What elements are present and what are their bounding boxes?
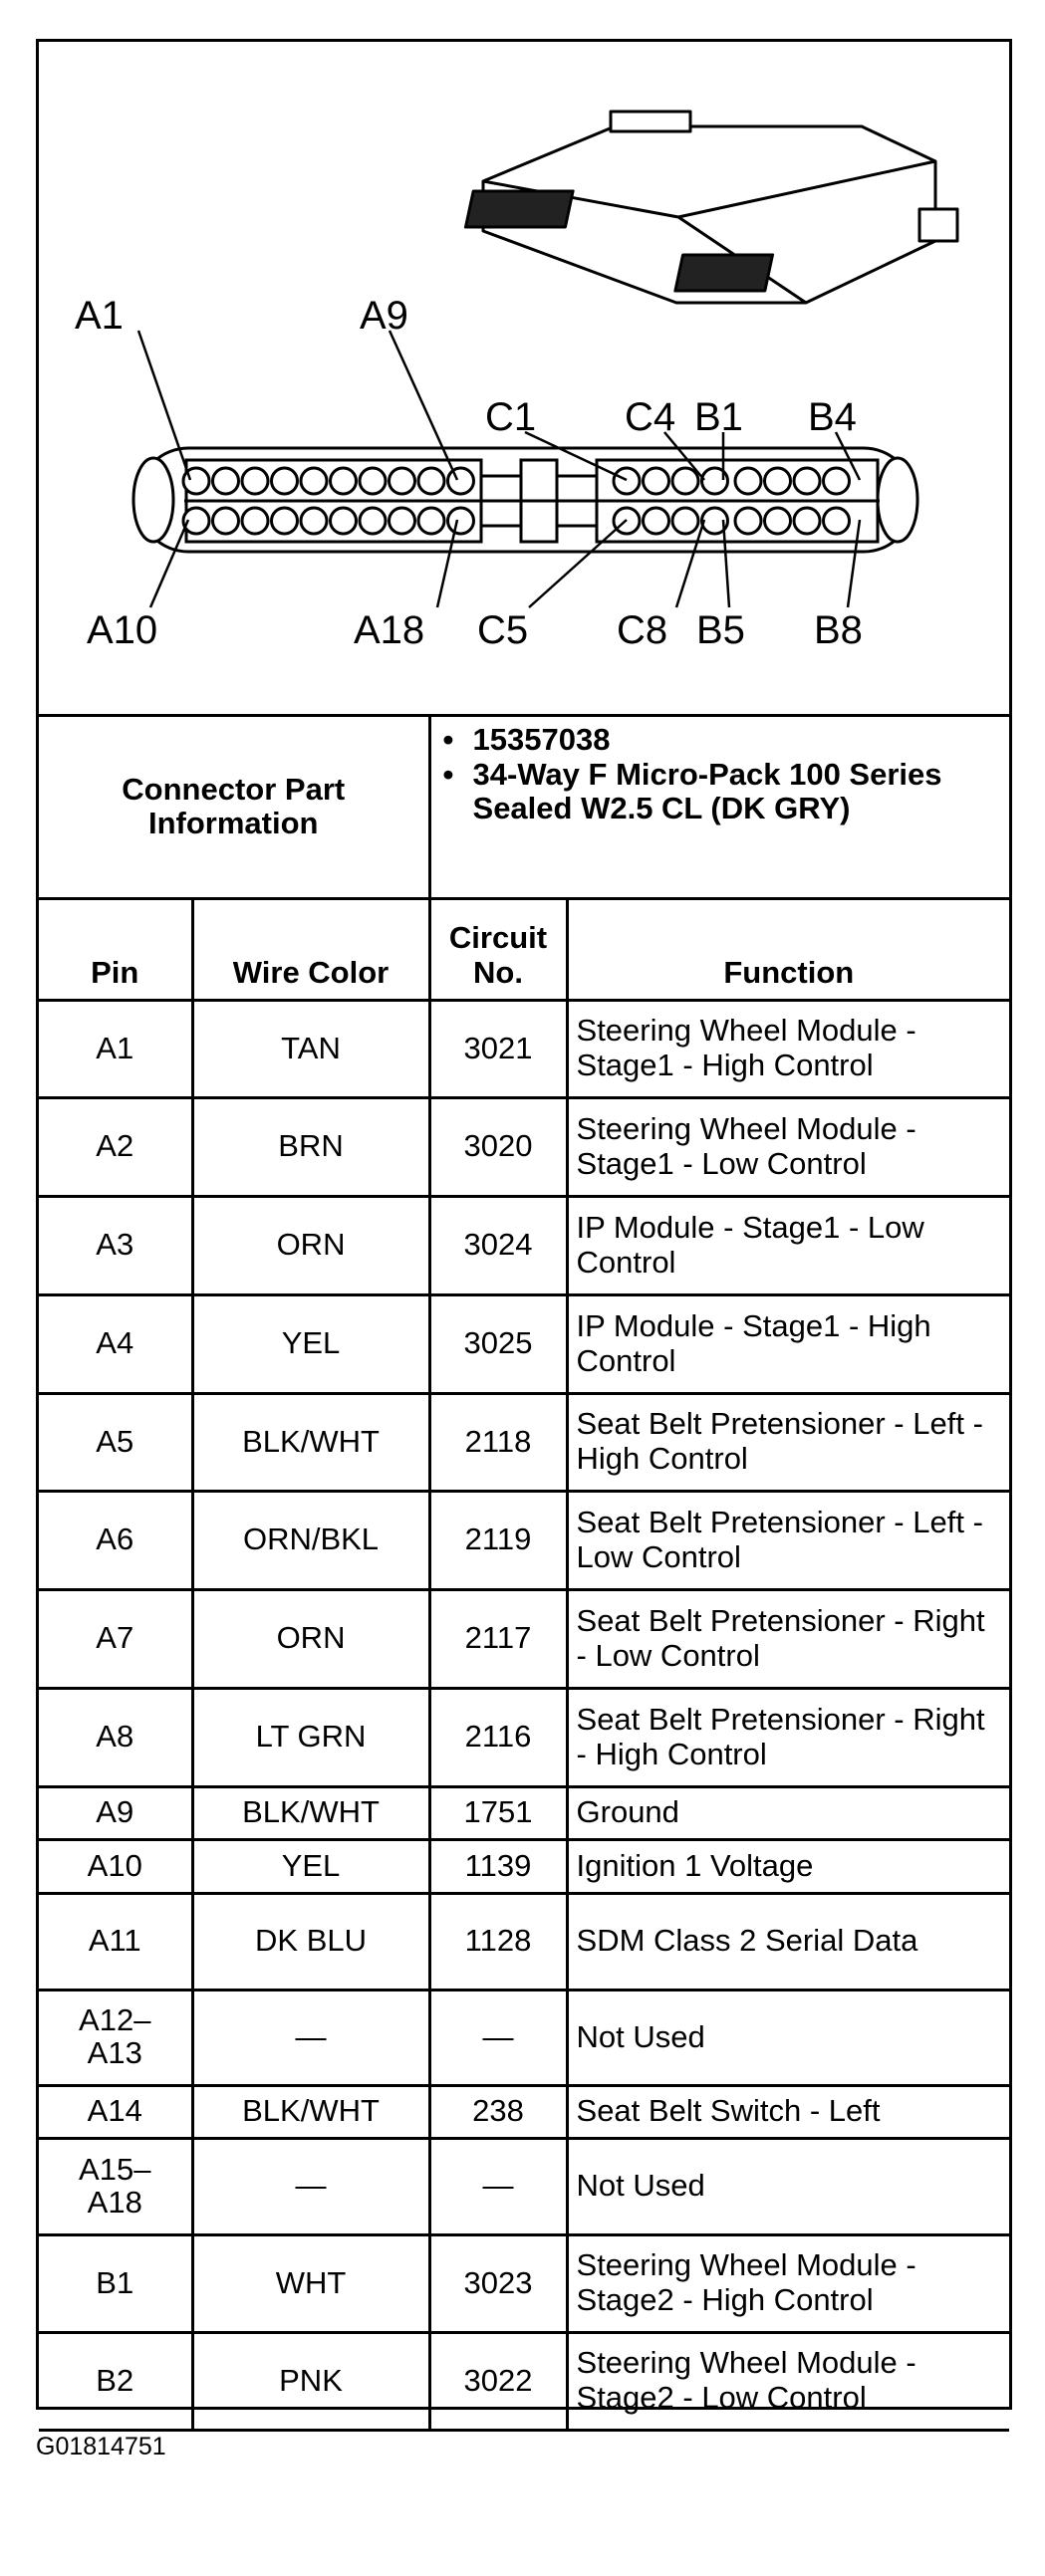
label-c1: C1 bbox=[485, 395, 537, 439]
wire-color-cell: BRN bbox=[192, 1097, 429, 1196]
circuit-cell: 2119 bbox=[429, 1491, 567, 1589]
connector-info-list bbox=[429, 717, 1009, 898]
pin-cell: A8 bbox=[39, 1688, 192, 1786]
table-row bbox=[39, 2332, 1009, 2430]
label-c5: C5 bbox=[477, 608, 529, 652]
circuit-cell: 1128 bbox=[429, 1893, 567, 1990]
pin-hole bbox=[301, 508, 327, 534]
pin-cell: A15–A18 bbox=[39, 2138, 192, 2234]
wire-color-cell: DK BLU bbox=[192, 1893, 429, 1990]
pin-hole bbox=[794, 508, 820, 534]
pin-cell: A11 bbox=[39, 1893, 192, 1990]
circuit-cell: 3024 bbox=[429, 1196, 567, 1294]
pin-hole bbox=[213, 508, 239, 534]
label-b5: B5 bbox=[696, 608, 745, 652]
circuit-cell: 2118 bbox=[429, 1393, 567, 1491]
function-cell: Seat Belt Switch - Left bbox=[567, 2085, 1009, 2138]
circuit-cell: 1751 bbox=[429, 1786, 567, 1839]
pin-cell: A14 bbox=[39, 2085, 192, 2138]
function-cell: Steering Wheel Module - Stage1 - High Control bbox=[567, 1000, 1009, 1097]
circuit-cell: 238 bbox=[429, 2085, 567, 2138]
pin-hole bbox=[242, 508, 268, 534]
wire-color-cell: ORN/BKL bbox=[192, 1491, 429, 1589]
function-cell: Seat Belt Pretensioner - Left - High Control bbox=[567, 1393, 1009, 1491]
wire-color-cell: BLK/WHT bbox=[192, 1393, 429, 1491]
connector-sheet bbox=[36, 39, 1012, 2415]
circuit-cell: 3021 bbox=[429, 1000, 567, 1097]
wire-color-cell: ORN bbox=[192, 1196, 429, 1294]
circuit-cell: 3020 bbox=[429, 1097, 567, 1196]
circuit-cell: 3025 bbox=[429, 1294, 567, 1393]
pin-hole bbox=[672, 468, 698, 494]
label-b4: B4 bbox=[808, 395, 857, 439]
label-c8: C8 bbox=[617, 608, 668, 652]
connector-drawing bbox=[39, 42, 1009, 714]
wire-color-cell: YEL bbox=[192, 1839, 429, 1893]
function-cell: Not Used bbox=[567, 1990, 1009, 2085]
header-row bbox=[39, 898, 1009, 1000]
table-row bbox=[39, 1786, 1009, 1839]
pin-cell: A9 bbox=[39, 1786, 192, 1839]
pin-hole bbox=[418, 508, 444, 534]
pin-hole bbox=[213, 468, 239, 494]
pin-cell: A6 bbox=[39, 1491, 192, 1589]
pin-cell: A3 bbox=[39, 1196, 192, 1294]
circuit-cell: 2117 bbox=[429, 1589, 567, 1688]
pin-hole bbox=[360, 508, 386, 534]
header-pin: Pin bbox=[39, 898, 192, 1000]
function-cell: Seat Belt Pretensioner - Right - Low Control bbox=[567, 1589, 1009, 1688]
pin-cell: A12–A13 bbox=[39, 1990, 192, 2085]
pin-cell: B2 bbox=[39, 2332, 192, 2430]
wire-color-cell: BLK/WHT bbox=[192, 2085, 429, 2138]
connector-diagram bbox=[39, 42, 1009, 717]
table-row bbox=[39, 1491, 1009, 1589]
function-cell: Ground bbox=[567, 1786, 1009, 1839]
wire-color-cell: PNK bbox=[192, 2332, 429, 2430]
header-wire-color: Wire Color bbox=[192, 898, 429, 1000]
label-b1: B1 bbox=[694, 395, 743, 439]
pin-cell: A10 bbox=[39, 1839, 192, 1893]
function-cell: Steering Wheel Module - Stage2 - Low Control bbox=[567, 2332, 1009, 2430]
pin-hole bbox=[272, 508, 298, 534]
pin-cell: A2 bbox=[39, 1097, 192, 1196]
header-circuit-no: Circuit No. bbox=[429, 898, 567, 1000]
pin-hole bbox=[272, 468, 298, 494]
pinout-table bbox=[39, 717, 1009, 2432]
pin-hole bbox=[765, 508, 791, 534]
connector-part-number: • 15357038 bbox=[439, 723, 1002, 758]
connector-description: • 34-Way F Micro-Pack 100 Series Sealed W2.5 CL (DK GRY) bbox=[439, 758, 1002, 826]
circuit-cell: 2116 bbox=[429, 1688, 567, 1786]
table-row bbox=[39, 2138, 1009, 2234]
wire-color-cell: — bbox=[192, 2138, 429, 2234]
function-cell: Steering Wheel Module - Stage1 - Low Control bbox=[567, 1097, 1009, 1196]
function-cell: Steering Wheel Module - Stage2 - High Control bbox=[567, 2234, 1009, 2332]
wire-color-cell: BLK/WHT bbox=[192, 1786, 429, 1839]
pin-hole bbox=[765, 468, 791, 494]
table-row bbox=[39, 2085, 1009, 2138]
table-row bbox=[39, 1393, 1009, 1491]
circuit-cell: — bbox=[429, 2138, 567, 2234]
pin-hole bbox=[242, 468, 268, 494]
function-cell: IP Module - Stage1 - Low Control bbox=[567, 1196, 1009, 1294]
table-row bbox=[39, 1839, 1009, 1893]
wire-color-cell: WHT bbox=[192, 2234, 429, 2332]
table-row bbox=[39, 1688, 1009, 1786]
function-cell: SDM Class 2 Serial Data bbox=[567, 1893, 1009, 1990]
function-cell: Seat Belt Pretensioner - Left - Low Control bbox=[567, 1491, 1009, 1589]
pin-hole bbox=[644, 468, 669, 494]
wire-color-cell: LT GRN bbox=[192, 1688, 429, 1786]
pin-hole bbox=[644, 508, 669, 534]
table-row bbox=[39, 1000, 1009, 1097]
pin-cell: A7 bbox=[39, 1589, 192, 1688]
label-a9: A9 bbox=[360, 294, 408, 338]
pin-hole bbox=[735, 508, 761, 534]
connector-face bbox=[133, 448, 917, 552]
function-cell: Seat Belt Pretensioner - Right - High Control bbox=[567, 1688, 1009, 1786]
pin-hole bbox=[390, 468, 415, 494]
pin-hole bbox=[390, 508, 415, 534]
function-cell: IP Module - Stage1 - High Control bbox=[567, 1294, 1009, 1393]
table-row bbox=[39, 1294, 1009, 1393]
pin-hole bbox=[672, 508, 698, 534]
pin-cell: A1 bbox=[39, 1000, 192, 1097]
circuit-cell: 3022 bbox=[429, 2332, 567, 2430]
label-c4: C4 bbox=[625, 395, 676, 439]
table-row bbox=[39, 1589, 1009, 1688]
pin-hole bbox=[614, 468, 640, 494]
pin-hole bbox=[824, 468, 850, 494]
pin-hole bbox=[331, 468, 357, 494]
pin-hole bbox=[448, 508, 474, 534]
pin-hole bbox=[735, 468, 761, 494]
circuit-cell: 3023 bbox=[429, 2234, 567, 2332]
pin-hole bbox=[360, 468, 386, 494]
wire-color-cell: YEL bbox=[192, 1294, 429, 1393]
circuit-cell: 1139 bbox=[429, 1839, 567, 1893]
pin-hole bbox=[418, 468, 444, 494]
figure-code: G01814751 bbox=[36, 2433, 166, 2460]
function-cell: Ignition 1 Voltage bbox=[567, 1839, 1009, 1893]
pin-cell: A4 bbox=[39, 1294, 192, 1393]
connector-info-label: Connector Part Information bbox=[39, 717, 429, 898]
label-b8: B8 bbox=[814, 608, 863, 652]
pin-cell: A5 bbox=[39, 1393, 192, 1491]
pin-hole bbox=[331, 508, 357, 534]
header-function: Function bbox=[567, 898, 1009, 1000]
wire-color-cell: TAN bbox=[192, 1000, 429, 1097]
wire-color-cell: — bbox=[192, 1990, 429, 2085]
circuit-cell: — bbox=[429, 1990, 567, 2085]
table-row bbox=[39, 1196, 1009, 1294]
table-row bbox=[39, 1893, 1009, 1990]
table-row bbox=[39, 2234, 1009, 2332]
table-row bbox=[39, 1097, 1009, 1196]
pin-hole bbox=[301, 468, 327, 494]
connector-info-row bbox=[39, 717, 1009, 898]
connector-3d-icon bbox=[465, 112, 957, 303]
label-a10: A10 bbox=[87, 608, 158, 652]
wire-color-cell: ORN bbox=[192, 1589, 429, 1688]
pin-cell: B1 bbox=[39, 2234, 192, 2332]
pin-hole bbox=[824, 508, 850, 534]
function-cell: Not Used bbox=[567, 2138, 1009, 2234]
table-row bbox=[39, 1990, 1009, 2085]
label-a1: A1 bbox=[75, 294, 124, 338]
pin-hole bbox=[448, 468, 474, 494]
label-a18: A18 bbox=[354, 608, 425, 652]
pin-hole bbox=[794, 468, 820, 494]
